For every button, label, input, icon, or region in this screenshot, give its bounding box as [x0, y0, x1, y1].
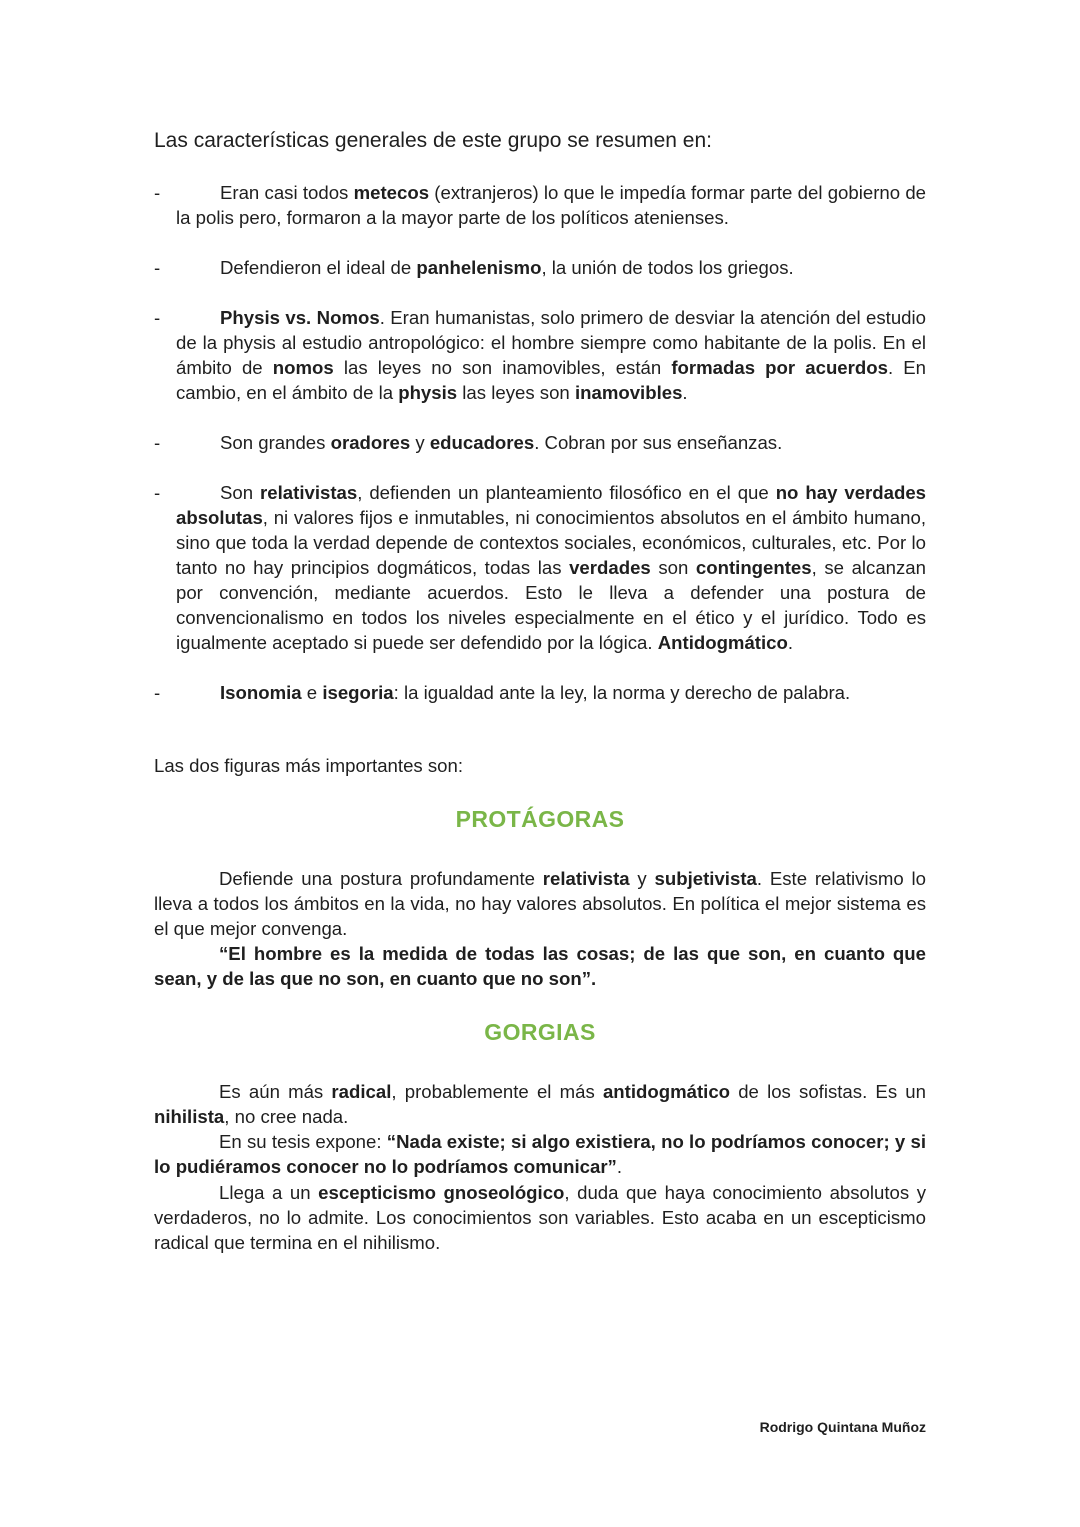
bullet-dash: -: [154, 682, 161, 703]
protagoras-quote: “El hombre es la medida de todas las cosas; de las que son, en cuanto que sean, y de las que no son, en cuanto que no son”.: [154, 943, 926, 989]
list-item: [154, 255, 926, 280]
intro-text: Las características generales de este grupo se resumen en:: [154, 129, 712, 152]
gorgias-heading: GORGIAS: [484, 1019, 596, 1045]
bold-term: physis: [398, 382, 458, 403]
bold-term: educadores: [429, 432, 535, 453]
list-item: [154, 430, 926, 455]
bold-term: Antidogmático: [657, 632, 788, 653]
bold-term: formadas por acuerdos: [671, 357, 888, 378]
bullet-dash: -: [154, 182, 161, 203]
bold-term: Isonomia: [220, 682, 302, 703]
gorgias-paragraph-3: Llega a un escepticismo gnoseológico, duda que haya conocimiento absolutos y verdaderos, no lo admite. Los conocimientos son variables. Esto acaba en un escepticismo radical que termina en el nihilismo.: [154, 1182, 927, 1253]
bullet-dash: -: [154, 482, 161, 503]
bold-term: radical: [331, 1081, 392, 1102]
bullet-dash: -: [154, 307, 161, 328]
bold-term: nomos: [272, 357, 334, 378]
bold-term: metecos: [353, 182, 430, 203]
bold-term: inamovibles: [574, 382, 683, 403]
bold-term: escepticismo gnoseológico: [318, 1182, 565, 1203]
bold-term: relativistas: [260, 482, 358, 503]
list-item: [154, 180, 926, 230]
list-item-text: Son grandes oradores y educadores. Cobran por sus enseñanzas.: [220, 432, 783, 453]
list-item-text: Isonomia e isegoria: la igualdad ante la ley, la norma y derecho de palabra.: [220, 682, 851, 703]
list-item-text: Physis vs. Nomos. Eran humanistas, solo primero de desviar la atención del estudio de la physis al estudio antropológico: el hombre siempre como habitante de la polis. En el ámbito de nomos las leyes no son inamovibles, están formadas por acuerdos. En cambio, en el ámbito de la physis las leyes son inamovibles.: [176, 307, 926, 403]
bold-term: verdades: [569, 557, 651, 578]
protagoras-paragraph: Defiende una postura profundamente relativista y subjetivista. Este relativismo lo lleva a todos los ámbitos en la vida, no hay valores absolutos. En política el mejor sistema es el que mejor convenga.: [154, 868, 926, 939]
figures-lead-text: Las dos figuras más importantes son:: [154, 755, 464, 776]
list-item: [154, 680, 926, 705]
list-item-text: Son relativistas, defienden un planteamiento filosófico en el que no hay verdades absolutas, ni valores fijos e inmutables, ni conocimientos absolutos en el ámbito humano, sino que toda la verdad depende de contextos sociales, económicos, culturales, etc. Por lo tanto no hay principios dogmáticos, todas las verdades son contingentes, se alcanzan por convención, mediante acuerdos. Esto le lleva a defender una postura de convencionalismo en todos los niveles especialmente en el ético y el jurídico. Todo es igualmente aceptado si puede ser defendido por la lógica. Antidogmático.: [176, 482, 927, 653]
bold-term: “Nada existe; si algo existiera, no lo podríamos conocer; y si lo pudiéramos conocer no lo podríamos comunicar”: [154, 1131, 927, 1177]
bullet-dash: -: [154, 257, 161, 278]
characteristics-list: [154, 180, 926, 730]
protagoras-heading: PROTÁGORAS: [455, 806, 625, 832]
bold-term: relativista: [542, 868, 630, 889]
bold-term: Physis vs. Nomos: [220, 307, 380, 328]
bold-term: oradores: [330, 432, 411, 453]
gorgias-paragraph-1: Es aún más radical, probablemente el más antidogmático de los sofistas. Es un nihilista, no cree nada.: [154, 1081, 926, 1127]
bold-term: contingentes: [695, 557, 812, 578]
list-item: [154, 480, 926, 655]
bold-term: no hay verdades absolutas: [176, 482, 927, 528]
list-item-text: Eran casi todos metecos (extranjeros) lo que le impedía formar parte del gobierno de la polis pero, formaron a la mayor parte de los políticos atenienses.: [176, 182, 927, 228]
bold-term: panhelenismo: [416, 257, 542, 278]
bold-term: antidogmático: [602, 1081, 731, 1102]
bold-term: subjetivista: [654, 868, 757, 889]
list-item-text: Defendieron el ideal de panhelenismo, la unión de todos los griegos.: [220, 257, 794, 278]
list-item: [154, 305, 926, 405]
gorgias-paragraph-2: En su tesis expone: “Nada existe; si algo existiera, no lo podríamos conocer; y si lo pudiéramos conocer no lo podríamos comunicar”.: [154, 1131, 927, 1177]
bold-term: nihilista: [154, 1106, 225, 1127]
bold-term: isegoria: [322, 682, 394, 703]
author-signature: Rodrigo Quintana Muñoz: [759, 1419, 926, 1435]
bullet-dash: -: [154, 432, 161, 453]
